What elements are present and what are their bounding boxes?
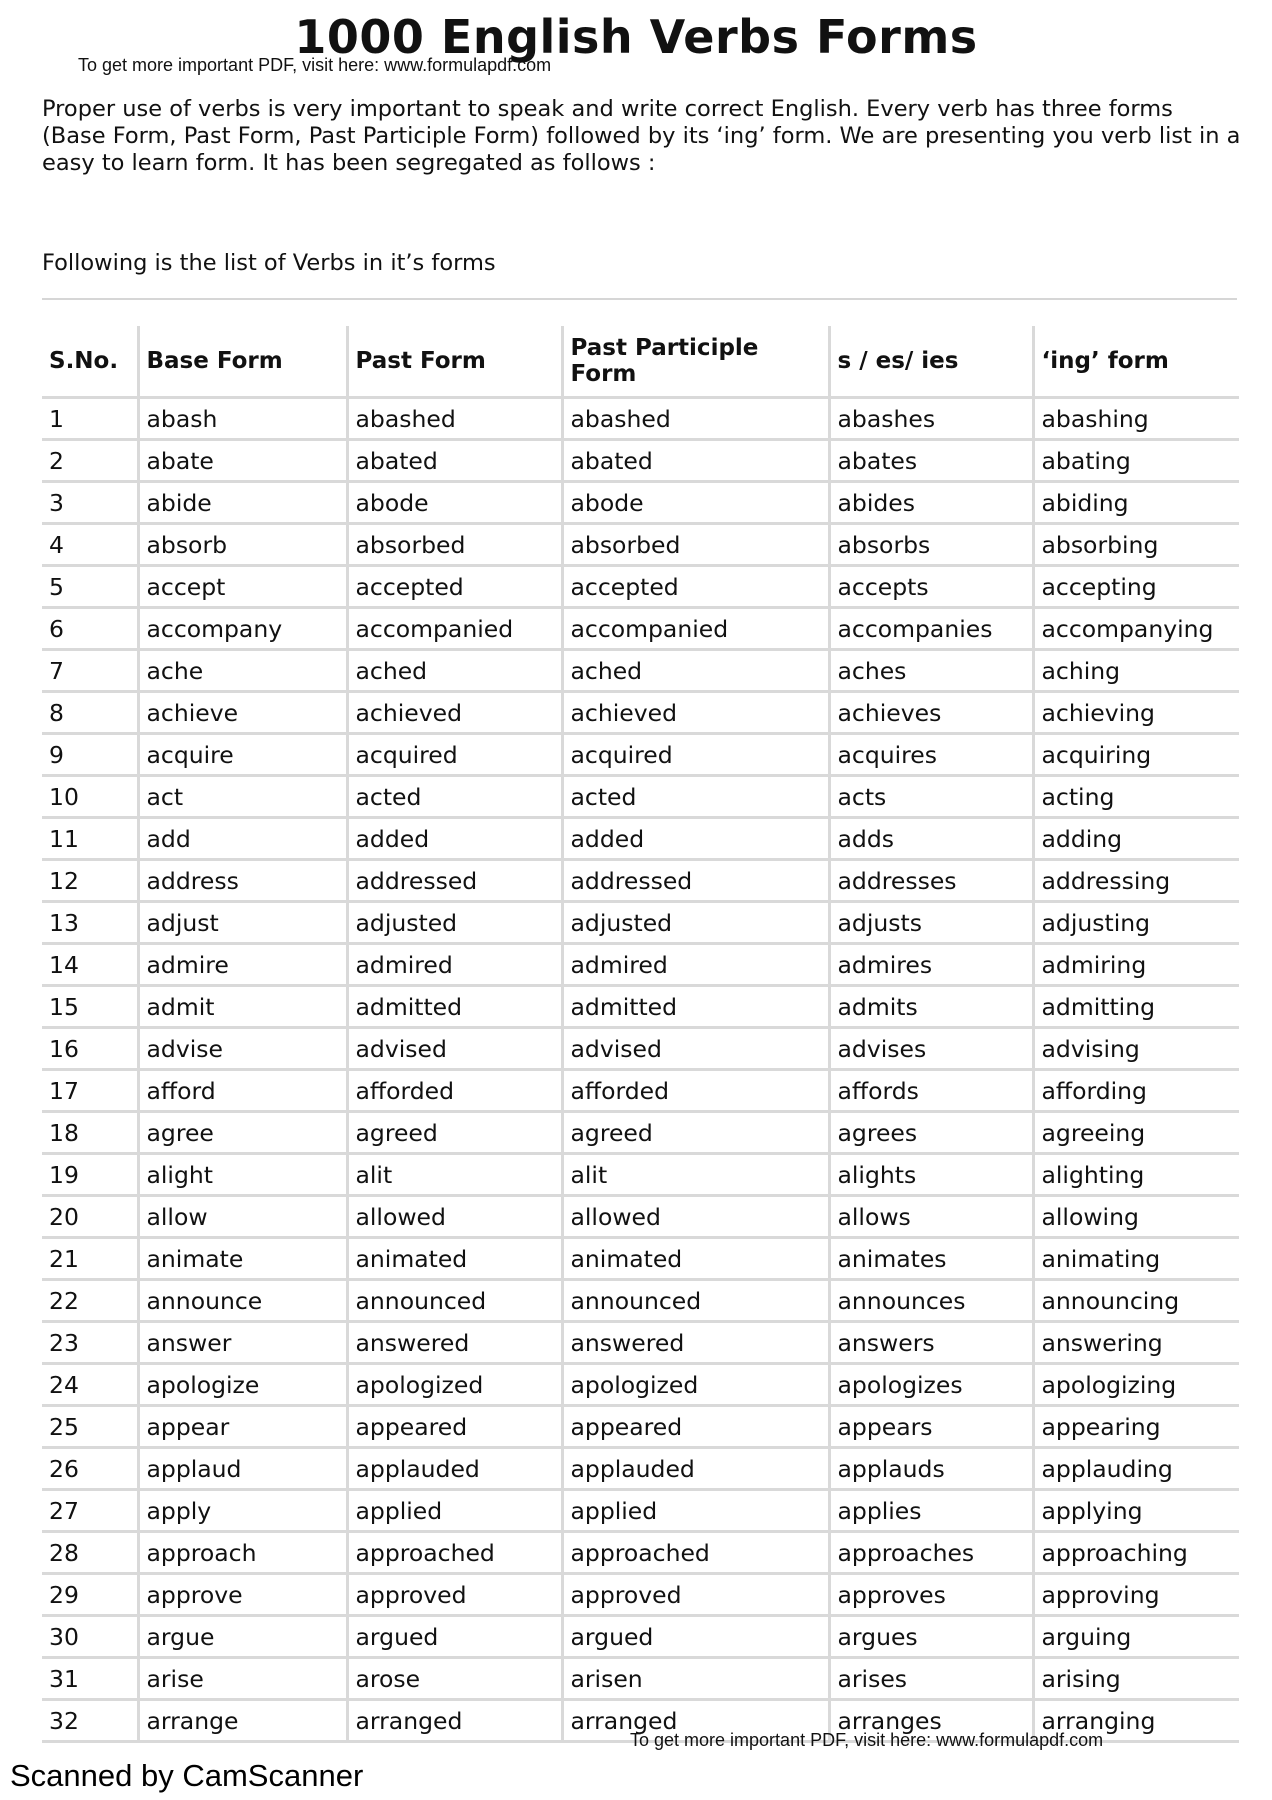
cell-base-form: apply bbox=[138, 1490, 347, 1532]
cell-s-es-ies: acts bbox=[829, 776, 1033, 818]
cell-past-form: abated bbox=[347, 440, 562, 482]
cell-s-es-ies: achieves bbox=[829, 692, 1033, 734]
cell-base-form: announce bbox=[138, 1280, 347, 1322]
cell-s-es-ies: admires bbox=[829, 944, 1033, 986]
cell-past-form: applauded bbox=[347, 1448, 562, 1490]
cell-past-participle: admired bbox=[562, 944, 829, 986]
cell-s-es-ies: approaches bbox=[829, 1532, 1033, 1574]
table-row bbox=[42, 1574, 1239, 1616]
cell-serial: 8 bbox=[42, 692, 138, 734]
page-title: 1000 English Verbs Forms bbox=[294, 10, 978, 64]
cell-past-form: abode bbox=[347, 482, 562, 524]
cell-s-es-ies: animates bbox=[829, 1238, 1033, 1280]
cell-base-form: agree bbox=[138, 1112, 347, 1154]
cell-s-es-ies: applauds bbox=[829, 1448, 1033, 1490]
cell-past-form: apologized bbox=[347, 1364, 562, 1406]
table-row bbox=[42, 1406, 1239, 1448]
cell-ing-form: animating bbox=[1033, 1238, 1239, 1280]
cell-past-participle: animated bbox=[562, 1238, 829, 1280]
cell-s-es-ies: adds bbox=[829, 818, 1033, 860]
cell-s-es-ies: aches bbox=[829, 650, 1033, 692]
cell-base-form: allow bbox=[138, 1196, 347, 1238]
cell-serial: 9 bbox=[42, 734, 138, 776]
cell-past-participle: abashed bbox=[562, 398, 829, 440]
table-row bbox=[42, 650, 1239, 692]
cell-past-form: added bbox=[347, 818, 562, 860]
table-row bbox=[42, 1280, 1239, 1322]
table-row bbox=[42, 1154, 1239, 1196]
intro-paragraph: Proper use of verbs is very important to speak and write correct English. Every verb has three forms (Base Form, Past Form, Past Participle Form) followed by its ‘ing’ form. We are presenting you verb list in a easy to learn form. It has been segregated as follows : bbox=[42, 96, 1241, 176]
cell-ing-form: adjusting bbox=[1033, 902, 1239, 944]
cell-ing-form: applauding bbox=[1033, 1448, 1239, 1490]
cell-serial: 28 bbox=[42, 1532, 138, 1574]
cell-past-form: acted bbox=[347, 776, 562, 818]
cell-ing-form: accepting bbox=[1033, 566, 1239, 608]
cell-past-participle: achieved bbox=[562, 692, 829, 734]
cell-past-form: accepted bbox=[347, 566, 562, 608]
cell-s-es-ies: arises bbox=[829, 1658, 1033, 1700]
table-row bbox=[42, 1238, 1239, 1280]
cell-serial: 5 bbox=[42, 566, 138, 608]
cell-past-form: admired bbox=[347, 944, 562, 986]
cell-past-form: allowed bbox=[347, 1196, 562, 1238]
cell-past-participle: afforded bbox=[562, 1070, 829, 1112]
cell-ing-form: applying bbox=[1033, 1490, 1239, 1532]
cell-past-form: approved bbox=[347, 1574, 562, 1616]
table-row bbox=[42, 1490, 1239, 1532]
cell-ing-form: advising bbox=[1033, 1028, 1239, 1070]
cell-serial: 13 bbox=[42, 902, 138, 944]
cell-base-form: approve bbox=[138, 1574, 347, 1616]
cell-base-form: alight bbox=[138, 1154, 347, 1196]
table-row bbox=[42, 1658, 1239, 1700]
cell-s-es-ies: answers bbox=[829, 1322, 1033, 1364]
cell-past-form: answered bbox=[347, 1322, 562, 1364]
cell-past-participle: answered bbox=[562, 1322, 829, 1364]
table-row bbox=[42, 1028, 1239, 1070]
cell-serial: 2 bbox=[42, 440, 138, 482]
cell-base-form: argue bbox=[138, 1616, 347, 1658]
table-row bbox=[42, 440, 1239, 482]
cell-base-form: add bbox=[138, 818, 347, 860]
cell-past-form: animated bbox=[347, 1238, 562, 1280]
table-row bbox=[42, 818, 1239, 860]
watermark-bottom: To get more important PDF, visit here: www.formulapdf.com bbox=[630, 1730, 1104, 1750]
cell-ing-form: arguing bbox=[1033, 1616, 1239, 1658]
cell-past-participle: abode bbox=[562, 482, 829, 524]
cell-past-form: achieved bbox=[347, 692, 562, 734]
table-row bbox=[42, 524, 1239, 566]
cell-s-es-ies: apologizes bbox=[829, 1364, 1033, 1406]
cell-s-es-ies: alights bbox=[829, 1154, 1033, 1196]
cell-base-form: afford bbox=[138, 1070, 347, 1112]
cell-past-form: addressed bbox=[347, 860, 562, 902]
cell-past-participle: agreed bbox=[562, 1112, 829, 1154]
watermark-top: To get more important PDF, visit here: www.formulapdf.com bbox=[78, 55, 552, 75]
cell-ing-form: acting bbox=[1033, 776, 1239, 818]
cell-ing-form: apologizing bbox=[1033, 1364, 1239, 1406]
cell-s-es-ies: appears bbox=[829, 1406, 1033, 1448]
verb-forms-table bbox=[42, 326, 1239, 1743]
cell-serial: 18 bbox=[42, 1112, 138, 1154]
cell-serial: 16 bbox=[42, 1028, 138, 1070]
cell-serial: 31 bbox=[42, 1658, 138, 1700]
table-row bbox=[42, 608, 1239, 650]
cell-ing-form: announcing bbox=[1033, 1280, 1239, 1322]
cell-past-participle: argued bbox=[562, 1616, 829, 1658]
cell-s-es-ies: applies bbox=[829, 1490, 1033, 1532]
table-row bbox=[42, 902, 1239, 944]
cell-serial: 14 bbox=[42, 944, 138, 986]
cell-past-form: appeared bbox=[347, 1406, 562, 1448]
cell-past-participle: approved bbox=[562, 1574, 829, 1616]
cell-past-form: ached bbox=[347, 650, 562, 692]
cell-s-es-ies: affords bbox=[829, 1070, 1033, 1112]
table-row bbox=[42, 1364, 1239, 1406]
cell-past-form: applied bbox=[347, 1490, 562, 1532]
cell-past-form: advised bbox=[347, 1028, 562, 1070]
cell-base-form: arrange bbox=[138, 1700, 347, 1742]
cell-past-participle: applauded bbox=[562, 1448, 829, 1490]
cell-past-participle: addressed bbox=[562, 860, 829, 902]
cell-base-form: abide bbox=[138, 482, 347, 524]
cell-s-es-ies: announces bbox=[829, 1280, 1033, 1322]
cell-base-form: abash bbox=[138, 398, 347, 440]
table-row bbox=[42, 944, 1239, 986]
header-past-form: Past Form bbox=[347, 326, 562, 398]
cell-s-es-ies: allows bbox=[829, 1196, 1033, 1238]
cell-ing-form: answering bbox=[1033, 1322, 1239, 1364]
cell-base-form: achieve bbox=[138, 692, 347, 734]
cell-s-es-ies: addresses bbox=[829, 860, 1033, 902]
header-s-es-ies: s / es/ ies bbox=[829, 326, 1033, 398]
cell-ing-form: achieving bbox=[1033, 692, 1239, 734]
table-row bbox=[42, 398, 1239, 440]
table-row bbox=[42, 860, 1239, 902]
table-header-row bbox=[42, 326, 1239, 398]
cell-serial: 3 bbox=[42, 482, 138, 524]
cell-past-form: arose bbox=[347, 1658, 562, 1700]
cell-past-participle: added bbox=[562, 818, 829, 860]
header-past-participle: Past Participle Form bbox=[562, 326, 829, 398]
cell-ing-form: affording bbox=[1033, 1070, 1239, 1112]
cell-serial: 23 bbox=[42, 1322, 138, 1364]
table-row bbox=[42, 1070, 1239, 1112]
cell-past-form: accompanied bbox=[347, 608, 562, 650]
cell-s-es-ies: arranges bbox=[829, 1700, 1033, 1742]
cell-past-form: admitted bbox=[347, 986, 562, 1028]
cell-s-es-ies: abates bbox=[829, 440, 1033, 482]
cell-past-form: alit bbox=[347, 1154, 562, 1196]
table-row bbox=[42, 566, 1239, 608]
cell-past-participle: allowed bbox=[562, 1196, 829, 1238]
cell-past-form: approached bbox=[347, 1532, 562, 1574]
cell-ing-form: agreeing bbox=[1033, 1112, 1239, 1154]
cell-base-form: ache bbox=[138, 650, 347, 692]
cell-s-es-ies: admits bbox=[829, 986, 1033, 1028]
table-row bbox=[42, 482, 1239, 524]
cell-serial: 11 bbox=[42, 818, 138, 860]
cell-serial: 27 bbox=[42, 1490, 138, 1532]
cell-serial: 1 bbox=[42, 398, 138, 440]
cell-past-participle: adjusted bbox=[562, 902, 829, 944]
divider bbox=[42, 298, 1237, 300]
table-row bbox=[42, 1196, 1239, 1238]
cell-base-form: accept bbox=[138, 566, 347, 608]
cell-s-es-ies: agrees bbox=[829, 1112, 1033, 1154]
cell-s-es-ies: advises bbox=[829, 1028, 1033, 1070]
cell-base-form: advise bbox=[138, 1028, 347, 1070]
cell-base-form: adjust bbox=[138, 902, 347, 944]
cell-ing-form: allowing bbox=[1033, 1196, 1239, 1238]
table-row bbox=[42, 1532, 1239, 1574]
cell-ing-form: addressing bbox=[1033, 860, 1239, 902]
cell-s-es-ies: abashes bbox=[829, 398, 1033, 440]
cell-past-form: argued bbox=[347, 1616, 562, 1658]
cell-ing-form: accompanying bbox=[1033, 608, 1239, 650]
cell-past-participle: acquired bbox=[562, 734, 829, 776]
cell-past-participle: arisen bbox=[562, 1658, 829, 1700]
cell-base-form: appear bbox=[138, 1406, 347, 1448]
cell-base-form: animate bbox=[138, 1238, 347, 1280]
table-row bbox=[42, 1322, 1239, 1364]
cell-past-form: announced bbox=[347, 1280, 562, 1322]
cell-serial: 26 bbox=[42, 1448, 138, 1490]
table-row bbox=[42, 1112, 1239, 1154]
cell-ing-form: alighting bbox=[1033, 1154, 1239, 1196]
cell-ing-form: arranging bbox=[1033, 1700, 1239, 1742]
cell-past-participle: accepted bbox=[562, 566, 829, 608]
cell-serial: 12 bbox=[42, 860, 138, 902]
cell-s-es-ies: abides bbox=[829, 482, 1033, 524]
cell-past-form: arranged bbox=[347, 1700, 562, 1742]
cell-ing-form: admitting bbox=[1033, 986, 1239, 1028]
cell-serial: 30 bbox=[42, 1616, 138, 1658]
cell-past-form: acquired bbox=[347, 734, 562, 776]
cell-serial: 17 bbox=[42, 1070, 138, 1112]
cell-serial: 15 bbox=[42, 986, 138, 1028]
cell-past-form: adjusted bbox=[347, 902, 562, 944]
cell-ing-form: approaching bbox=[1033, 1532, 1239, 1574]
cell-base-form: abate bbox=[138, 440, 347, 482]
cell-serial: 10 bbox=[42, 776, 138, 818]
table-row bbox=[42, 692, 1239, 734]
cell-past-participle: alit bbox=[562, 1154, 829, 1196]
cell-base-form: arise bbox=[138, 1658, 347, 1700]
cell-past-participle: acted bbox=[562, 776, 829, 818]
cell-past-participle: approached bbox=[562, 1532, 829, 1574]
cell-serial: 25 bbox=[42, 1406, 138, 1448]
cell-ing-form: arising bbox=[1033, 1658, 1239, 1700]
cell-serial: 29 bbox=[42, 1574, 138, 1616]
cell-serial: 4 bbox=[42, 524, 138, 566]
header-base-form: Base Form bbox=[138, 326, 347, 398]
header-ing-form: ‘ing’ form bbox=[1033, 326, 1239, 398]
cell-base-form: apologize bbox=[138, 1364, 347, 1406]
cell-serial: 19 bbox=[42, 1154, 138, 1196]
cell-serial: 24 bbox=[42, 1364, 138, 1406]
cell-ing-form: abating bbox=[1033, 440, 1239, 482]
cell-base-form: admire bbox=[138, 944, 347, 986]
cell-past-participle: announced bbox=[562, 1280, 829, 1322]
cell-ing-form: appearing bbox=[1033, 1406, 1239, 1448]
cell-s-es-ies: accepts bbox=[829, 566, 1033, 608]
cell-ing-form: abiding bbox=[1033, 482, 1239, 524]
cell-ing-form: absorbing bbox=[1033, 524, 1239, 566]
cell-serial: 21 bbox=[42, 1238, 138, 1280]
cell-past-participle: ached bbox=[562, 650, 829, 692]
table-row bbox=[42, 776, 1239, 818]
cell-past-form: absorbed bbox=[347, 524, 562, 566]
cell-past-form: agreed bbox=[347, 1112, 562, 1154]
cell-ing-form: abashing bbox=[1033, 398, 1239, 440]
cell-past-participle: apologized bbox=[562, 1364, 829, 1406]
cell-s-es-ies: argues bbox=[829, 1616, 1033, 1658]
cell-s-es-ies: adjusts bbox=[829, 902, 1033, 944]
table-body bbox=[42, 398, 1239, 1742]
cell-ing-form: admiring bbox=[1033, 944, 1239, 986]
cell-base-form: applaud bbox=[138, 1448, 347, 1490]
cell-past-form: abashed bbox=[347, 398, 562, 440]
cell-base-form: accompany bbox=[138, 608, 347, 650]
cell-serial: 7 bbox=[42, 650, 138, 692]
cell-base-form: admit bbox=[138, 986, 347, 1028]
cell-past-participle: arranged bbox=[562, 1700, 829, 1742]
table-row bbox=[42, 1616, 1239, 1658]
header-serial: S.No. bbox=[42, 326, 138, 398]
cell-s-es-ies: approves bbox=[829, 1574, 1033, 1616]
section-subtitle: Following is the list of Verbs in it’s forms bbox=[42, 250, 496, 276]
cell-base-form: act bbox=[138, 776, 347, 818]
cell-base-form: address bbox=[138, 860, 347, 902]
cell-s-es-ies: absorbs bbox=[829, 524, 1033, 566]
table-row bbox=[42, 734, 1239, 776]
cell-base-form: absorb bbox=[138, 524, 347, 566]
cell-ing-form: aching bbox=[1033, 650, 1239, 692]
cell-s-es-ies: acquires bbox=[829, 734, 1033, 776]
cell-past-participle: appeared bbox=[562, 1406, 829, 1448]
table-row bbox=[42, 986, 1239, 1028]
cell-base-form: acquire bbox=[138, 734, 347, 776]
cell-s-es-ies: accompanies bbox=[829, 608, 1033, 650]
cell-serial: 32 bbox=[42, 1700, 138, 1742]
cell-serial: 6 bbox=[42, 608, 138, 650]
cell-past-participle: advised bbox=[562, 1028, 829, 1070]
cell-serial: 20 bbox=[42, 1196, 138, 1238]
cell-ing-form: adding bbox=[1033, 818, 1239, 860]
cell-past-participle: accompanied bbox=[562, 608, 829, 650]
table-row bbox=[42, 1448, 1239, 1490]
cell-base-form: approach bbox=[138, 1532, 347, 1574]
cell-past-participle: absorbed bbox=[562, 524, 829, 566]
scanner-mark: Scanned by CamScanner bbox=[10, 1758, 364, 1793]
cell-base-form: answer bbox=[138, 1322, 347, 1364]
cell-past-participle: applied bbox=[562, 1490, 829, 1532]
cell-ing-form: acquiring bbox=[1033, 734, 1239, 776]
cell-past-form: afforded bbox=[347, 1070, 562, 1112]
cell-ing-form: approving bbox=[1033, 1574, 1239, 1616]
cell-past-participle: admitted bbox=[562, 986, 829, 1028]
cell-past-participle: abated bbox=[562, 440, 829, 482]
cell-serial: 22 bbox=[42, 1280, 138, 1322]
